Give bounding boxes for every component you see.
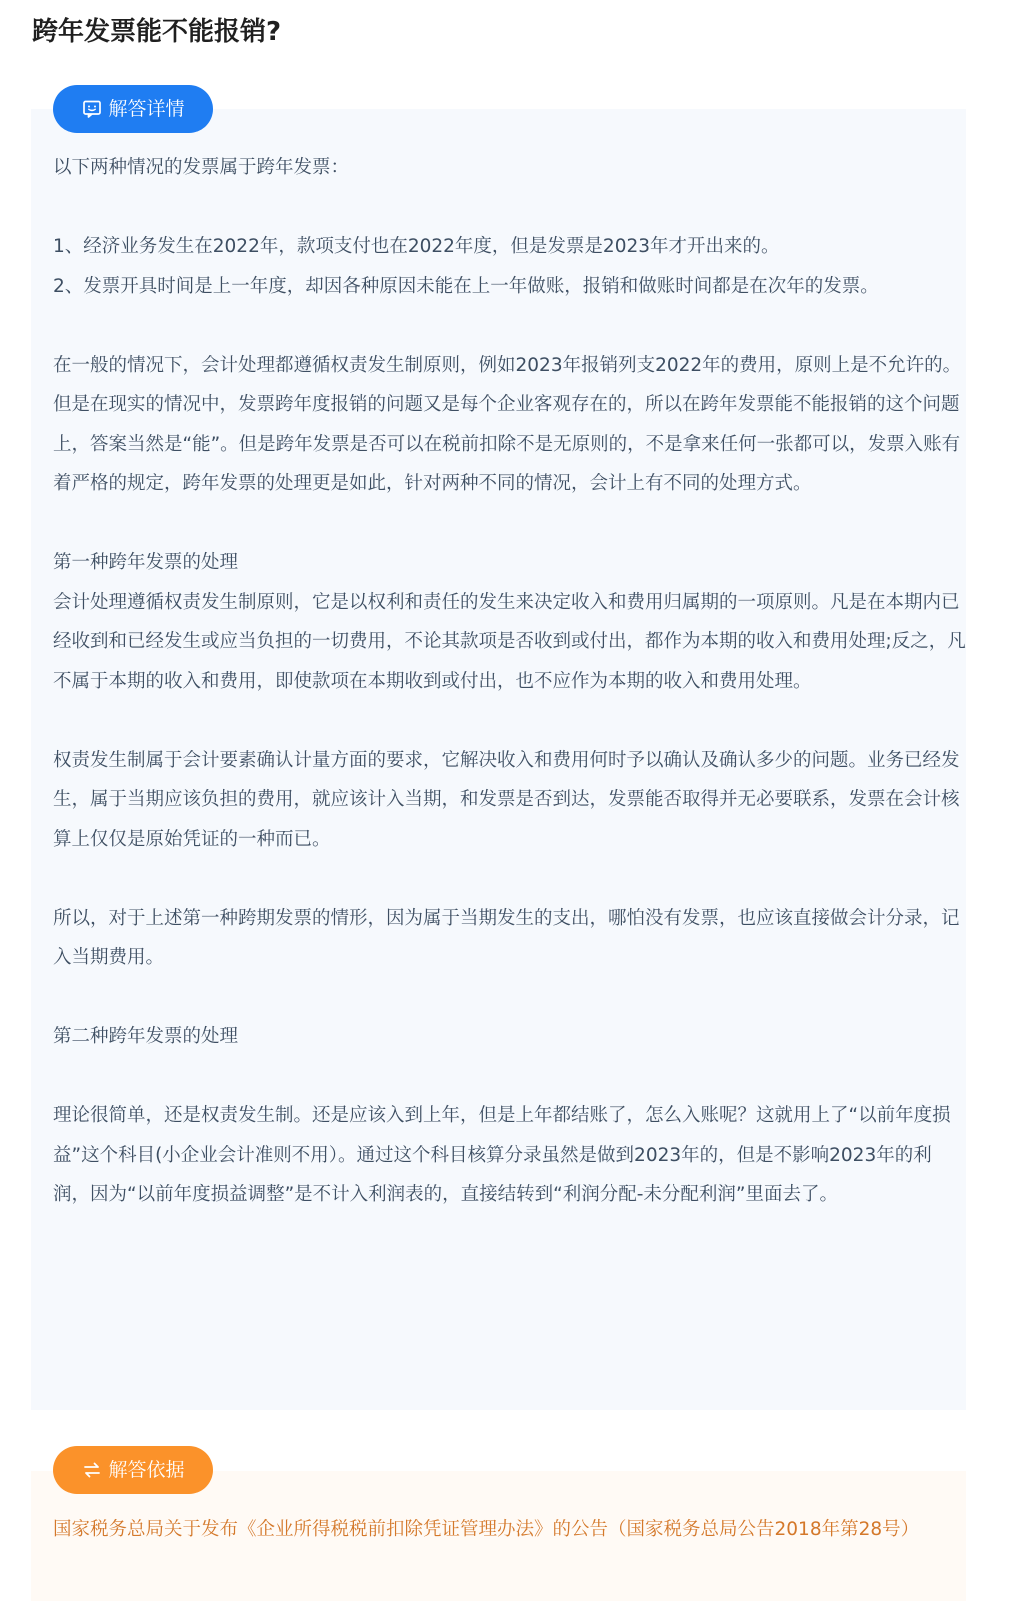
- answer-paragraph: 理论很简单，还是权责发生制。还是应该入到上年，但是上年都结账了，怎么入账呢？这就用上了“以前年度损益”这个科目(小企业会计准则不用）。通过这个科目核算分录虽然是做到2023年的，但是不影响2023年的利润，因为“以前年度损益调整”是不计入利润表的，直接结转到“利润分配-未分配利润”里面去了。: [53, 1105, 951, 1205]
- answer-paragraph: 1、经济业务发生在2022年，款项支付也在2022年度，但是发票是2023年才开出来的。: [53, 236, 780, 257]
- answer-paragraph: 在一般的情况下，会计处理都遵循权责发生制原则，例如2023年报销列支2022年的费用，原则上是不允许的。但是在现实的情况中，发票跨年度报销的问题又是每个企业客观存在的，所以在跨年发票能不能报销的这个问题上，答案当然是“能”。但是跨年发票是否可以在税前扣除不是无原则的，不是拿来任何一张都可以，发票入账有着严格的规定，跨年发票的处理更是如此，针对两种不同的情况，会计上有不同的处理方式。: [53, 354, 962, 494]
- answer-paragraph: 所以，对于上述第一种跨期发票的情形，因为属于当期发生的支出，哪怕没有发票，也应该直接做会计分录，记入当期费用。: [53, 907, 960, 968]
- answer-content: [53, 148, 968, 1215]
- paragraph-spacer: [53, 306, 968, 346]
- answer-paragraph: 以下两种情况的发票属于跨年发票：: [53, 157, 350, 178]
- paragraph-spacer: [53, 1057, 968, 1097]
- answer-paragraph: 会计处理遵循权责发生制原则，它是以权利和责任的发生来决定收入和费用归属期的一项原则。凡是在本期内已经收到和已经发生或应当负担的一切费用，不论其款项是否收到或付出，都作为本期的收入和费用处理;反之，凡不属于本期的收入和费用，即使款项在本期收到或付出，也不应作为本期的收入和费用处理。: [53, 591, 966, 692]
- paragraph-spacer: [53, 978, 968, 1018]
- paragraph-spacer: [53, 701, 968, 741]
- basis-reference-link[interactable]: 国家税务总局关于发布《企业所得税税前扣除凭证管理办法》的公告（国家税务总局公告2018年第28号）: [53, 1519, 920, 1540]
- paragraph-spacer: [53, 504, 968, 544]
- answer-paragraph: 2、发票开具时间是上一年度，却因各种原因未能在上一年做账，报销和做账时间都是在次年的发票。: [53, 275, 879, 297]
- answer-basis-button[interactable]: [53, 1446, 213, 1494]
- answer-details-button[interactable]: [53, 85, 213, 133]
- paragraph-spacer: [53, 188, 968, 228]
- answer-basis-label: 解答依据: [108, 1459, 185, 1481]
- paragraph-spacer: [53, 859, 968, 899]
- answer-paragraph: 权责发生制属于会计要素确认计量方面的要求，它解决收入和费用何时予以确认及确认多少的问题。业务已经发生，属于当期应该负担的费用，就应该计入当期，和发票是否到达，发票能否取得并无必要联系，发票在会计核算上仅仅是原始凭证的一种而已。: [53, 749, 960, 850]
- exchange-icon: [81, 1459, 103, 1481]
- answer-paragraph: 第一种跨年发票的处理: [53, 552, 239, 573]
- page-title: 跨年发票能不能报销?: [32, 17, 282, 47]
- answer-details-label: 解答详情: [108, 98, 185, 120]
- answer-paragraph: 第二种跨年发票的处理: [53, 1026, 239, 1047]
- chat-bubble-icon: [81, 98, 103, 120]
